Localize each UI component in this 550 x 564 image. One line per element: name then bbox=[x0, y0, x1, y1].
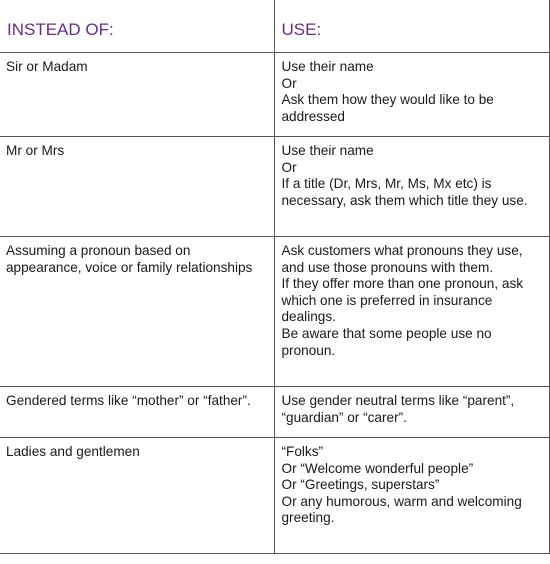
cell-text: Or “Welcome wonderful people” bbox=[281, 460, 474, 476]
cell-text: If they offer more than one pronoun, ask which one is preferred in insurance dealings. bbox=[281, 276, 524, 325]
cell-text: If a title (Dr, Mrs, Mr, Ms, Mx etc) is necessary, ask them which title they use. bbox=[281, 176, 528, 208]
cell-text: Ladies and gentlemen bbox=[6, 444, 140, 459]
table-row bbox=[0, 438, 549, 554]
header-use: USE: bbox=[274, 0, 549, 53]
cell-text: “Folks” bbox=[281, 444, 324, 459]
cell-text: Be aware that some people use no pronoun. bbox=[281, 325, 492, 358]
instead-of-cell bbox=[0, 387, 274, 438]
use-cell bbox=[274, 387, 549, 438]
cell-text: Or “Greetings, superstars” bbox=[281, 477, 440, 493]
cell-text: Use their name bbox=[281, 143, 374, 158]
cell-text: Gendered terms like “mother” or “father”. bbox=[6, 393, 251, 408]
use-cell bbox=[274, 438, 549, 554]
instead-of-cell bbox=[0, 237, 274, 387]
use-cell bbox=[274, 237, 549, 387]
instead-of-cell bbox=[0, 438, 274, 554]
cell-text: Ask customers what pronouns they use, and use those pronouns with them. bbox=[281, 243, 523, 275]
cell-text: Or bbox=[281, 75, 297, 91]
cell-text: Sir or Madam bbox=[6, 59, 88, 74]
table-row bbox=[0, 53, 549, 137]
instead-of-cell bbox=[0, 53, 274, 137]
use-cell bbox=[274, 137, 549, 237]
cell-text: Mr or Mrs bbox=[6, 143, 65, 158]
table-row bbox=[0, 137, 549, 237]
cell-text: Assuming a pronoun based on appearance, voice or family relationships bbox=[6, 243, 253, 275]
cell-text: Ask them how they would like to be addressed bbox=[281, 92, 494, 124]
use-cell bbox=[274, 53, 549, 137]
header-instead-of: INSTEAD OF: bbox=[0, 0, 274, 53]
cell-text: Or bbox=[281, 159, 297, 175]
instead-of-cell bbox=[0, 137, 274, 237]
table-row bbox=[0, 237, 549, 387]
table-row bbox=[0, 387, 549, 438]
cell-text: Use gender neutral terms like “parent”, “guardian” or “carer”. bbox=[281, 393, 515, 425]
cell-text: Use their name bbox=[281, 59, 374, 74]
header-row bbox=[0, 0, 549, 53]
cell-text: Or any humorous, warm and welcoming greeting. bbox=[281, 493, 522, 526]
